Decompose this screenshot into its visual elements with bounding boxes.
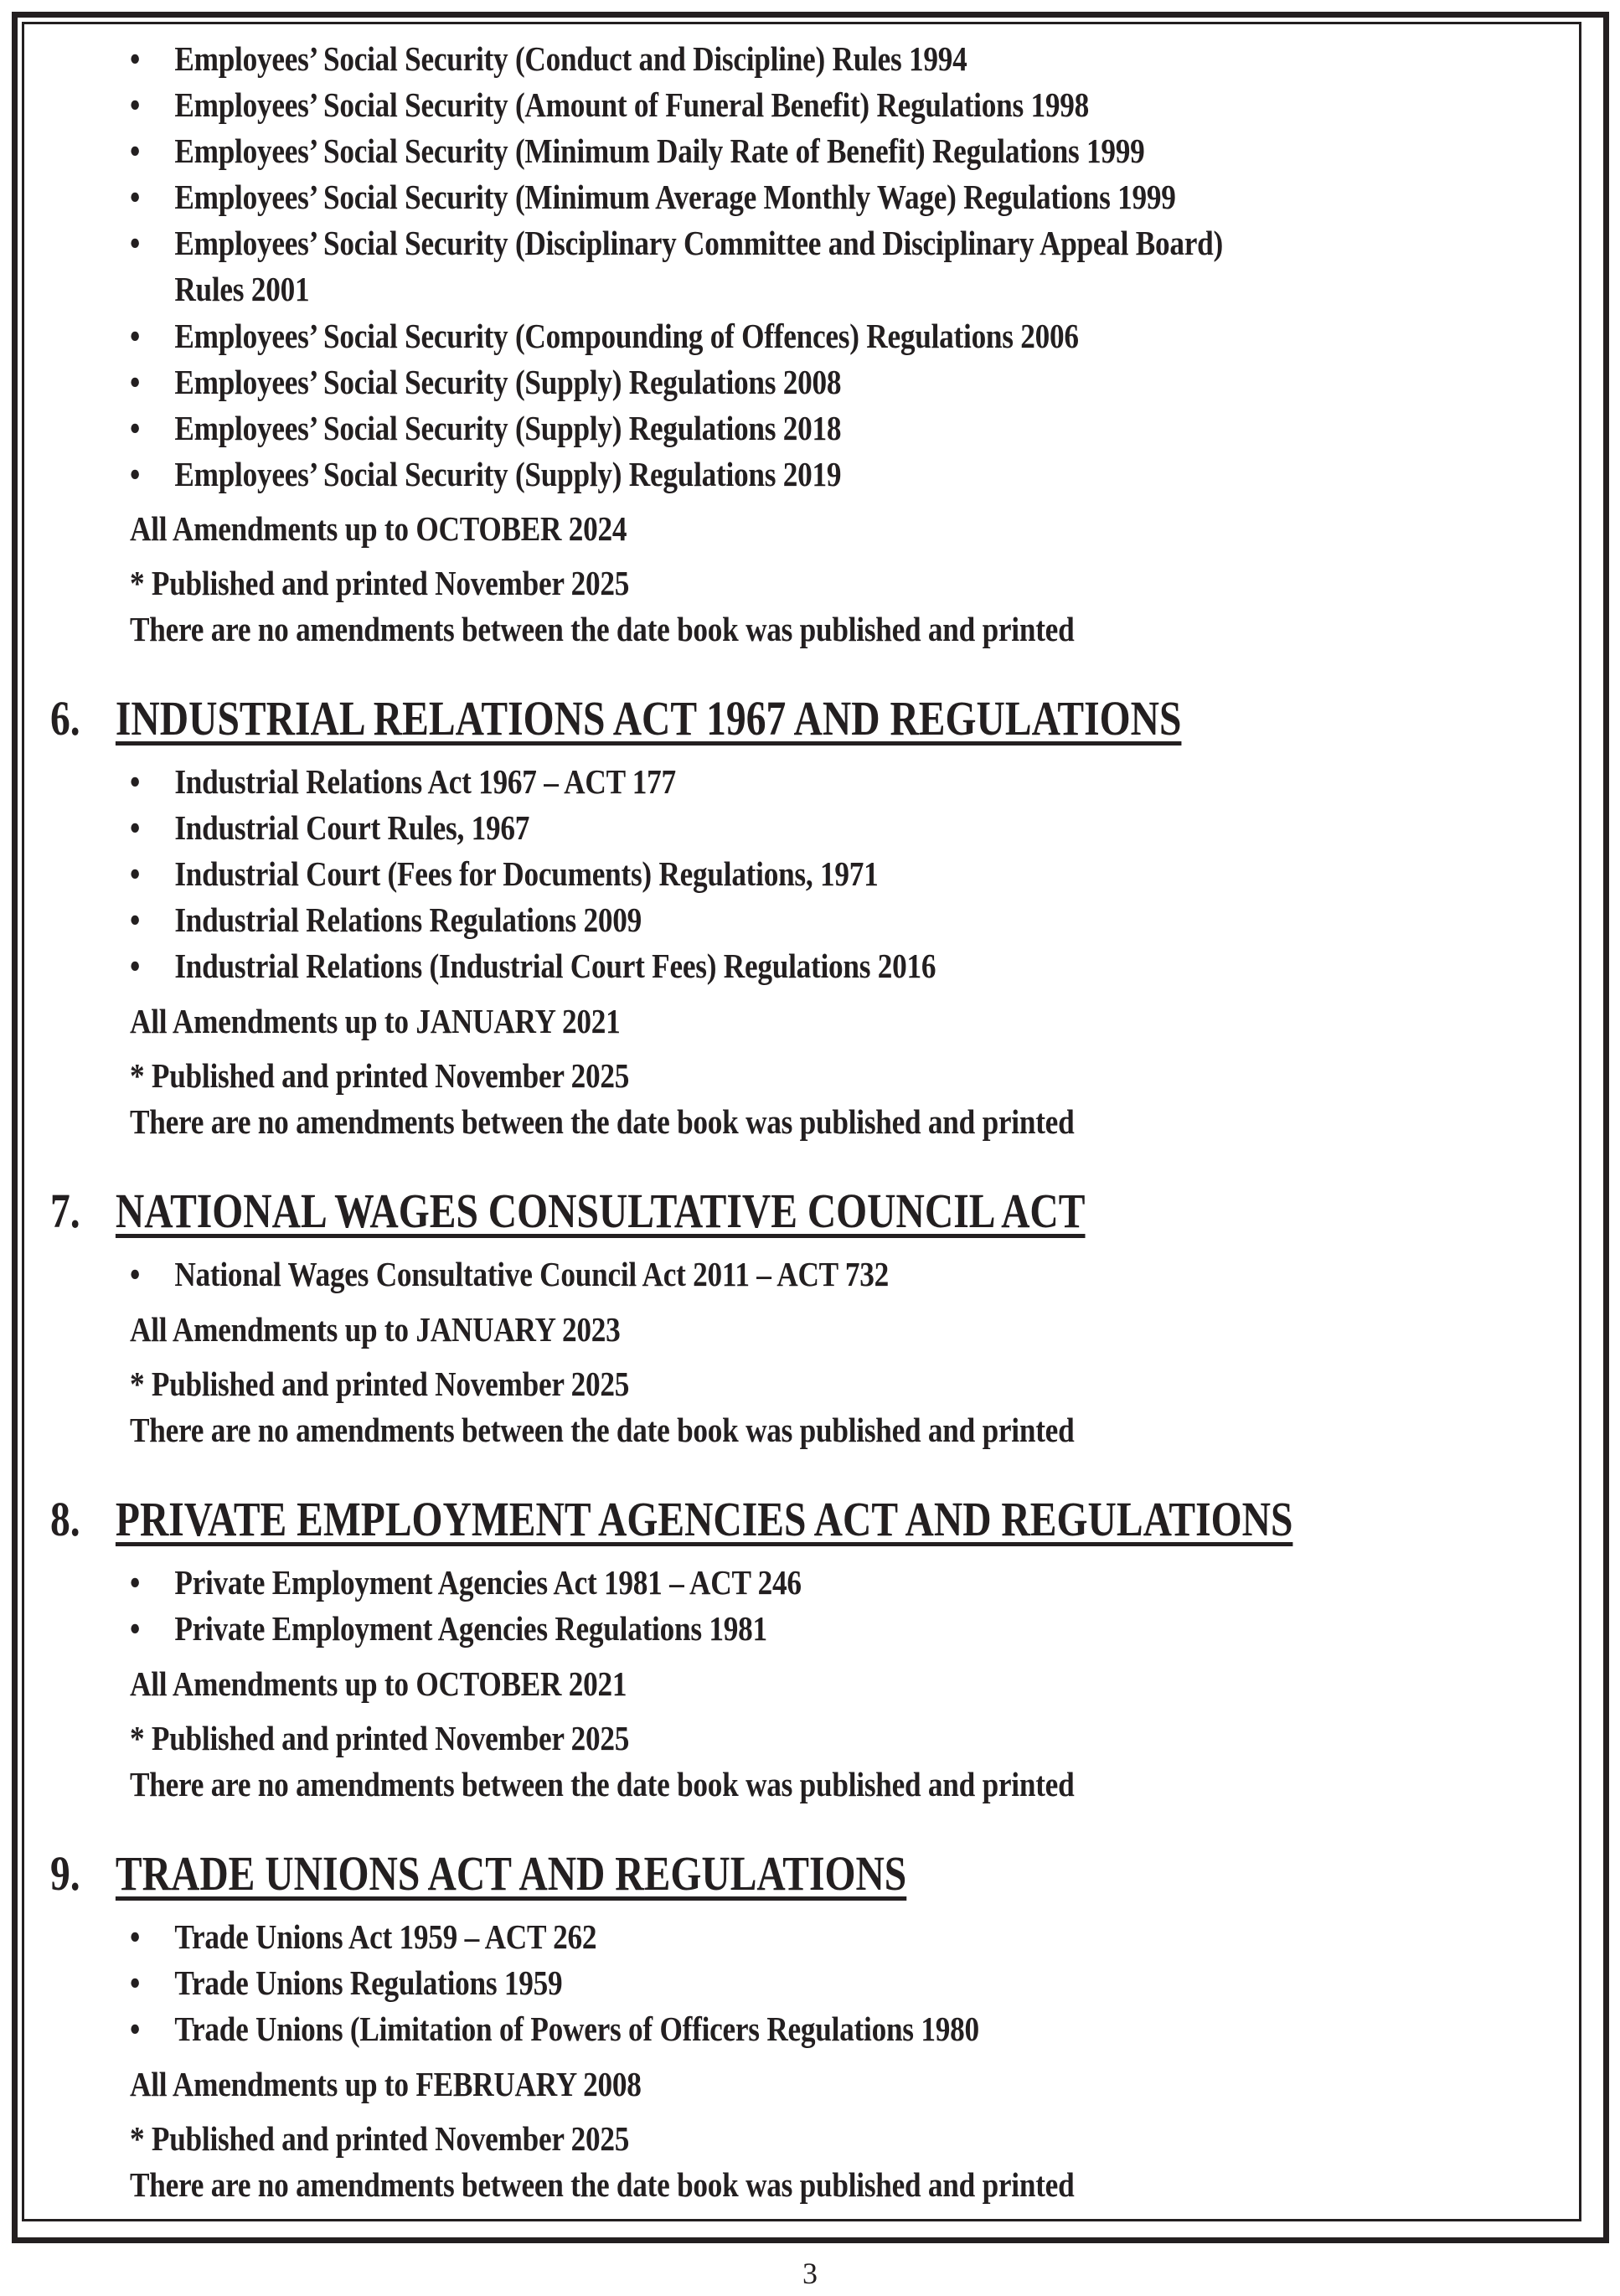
bullet-icon: •	[130, 178, 141, 216]
no-amendments-note: There are no amendments between the date book was published and printed	[130, 1765, 1075, 1803]
amendments-note: All Amendments up to JANUARY 2021	[130, 1002, 621, 1040]
list-item: • Private Employment Agencies Act 1981 – ACT 246	[130, 1563, 802, 1602]
amendments-note: All Amendments up to OCTOBER 2024	[130, 509, 627, 548]
list-item: • Employees’ Social Security (Supply) Regulations 2019	[130, 455, 842, 493]
bullet-icon: •	[130, 854, 141, 893]
list-item: • Industrial Relations Regulations 2009	[130, 900, 642, 939]
bullet-icon: •	[130, 1563, 141, 1602]
bullet-icon: •	[130, 39, 141, 78]
bullet-icon: •	[130, 1609, 141, 1648]
list-item: • Industrial Relations (Industrial Court Fees) Regulations 2016	[130, 947, 936, 985]
list-item: • Employees’ Social Security (Amount of Funeral Benefit) Regulations 1998	[130, 85, 1089, 124]
section-heading: 8. PRIVATE EMPLOYMENT AGENCIES ACT AND REGULATIONS	[50, 1492, 1293, 1546]
section-heading: 7. NATIONAL WAGES CONSULTATIVE COUNCIL ACT	[50, 1184, 1086, 1238]
list-item: • Industrial Court (Fees for Documents) Regulations, 1971	[130, 854, 879, 893]
list-item: • Industrial Relations Act 1967 – ACT 177	[130, 762, 676, 801]
no-amendments-note: There are no amendments between the date book was published and printed	[130, 1102, 1075, 1141]
bullet-icon: •	[130, 900, 141, 939]
no-amendments-note: There are no amendments between the date book was published and printed	[130, 610, 1075, 648]
bullet-icon: •	[130, 2010, 141, 2048]
amendments-note: All Amendments up to JANUARY 2023	[130, 1310, 621, 1349]
page-number: 3	[802, 2257, 818, 2290]
section-heading: 6. INDUSTRIAL RELATIONS ACT 1967 AND REGULATIONS	[50, 691, 1182, 746]
list-item: • Employees’ Social Security (Supply) Regulations 2008	[130, 363, 842, 401]
list-item: • Trade Unions (Limitation of Powers of Officers Regulations 1980	[130, 2010, 979, 2048]
list-item: • Private Employment Agencies Regulations 1981	[130, 1609, 767, 1648]
bullet-icon: •	[130, 317, 141, 355]
bullet-icon: •	[130, 85, 141, 124]
amendments-note: All Amendments up to OCTOBER 2021	[130, 1664, 627, 1703]
bullet-icon: •	[130, 409, 141, 447]
published-note: * Published and printed November 2025	[130, 564, 630, 602]
bullet-icon: •	[130, 947, 141, 985]
list-item: • Employees’ Social Security (Minimum Average Monthly Wage) Regulations 1999	[130, 178, 1176, 216]
bullet-icon: •	[130, 455, 141, 493]
list-item: • Employees’ Social Security (Compounding of Offences) Regulations 2006	[130, 317, 1079, 355]
bullet-icon: •	[130, 224, 141, 262]
section-heading: 9. TRADE UNIONS ACT AND REGULATIONS	[50, 1846, 907, 1901]
published-note: * Published and printed November 2025	[130, 1056, 630, 1095]
bullet-icon: •	[130, 1963, 141, 2002]
list-item: • Employees’ Social Security (Minimum Daily Rate of Benefit) Regulations 1999	[130, 132, 1145, 170]
list-item: • Employees’ Social Security (Supply) Regulations 2018	[130, 409, 842, 447]
bullet-icon: •	[130, 808, 141, 847]
published-note: * Published and printed November 2025	[130, 1719, 630, 1757]
bullet-icon: •	[130, 1255, 141, 1293]
published-note: * Published and printed November 2025	[130, 2119, 630, 2158]
no-amendments-note: There are no amendments between the date book was published and printed	[130, 1411, 1075, 1449]
list-item: • Industrial Court Rules, 1967	[130, 808, 530, 847]
list-item: • Employees’ Social Security (Conduct and Discipline) Rules 1994	[130, 39, 967, 78]
amendments-note: All Amendments up to FEBRUARY 2008	[130, 2065, 642, 2103]
published-note: * Published and printed November 2025	[130, 1365, 630, 1403]
no-amendments-note: There are no amendments between the date book was published and printed	[130, 2165, 1075, 2204]
bullet-icon: •	[130, 1917, 141, 1956]
list-item: • Trade Unions Act 1959 – ACT 262	[130, 1917, 597, 1956]
bullet-icon: •	[130, 363, 141, 401]
list-item: • National Wages Consultative Council Act 2011 – ACT 732	[130, 1255, 889, 1293]
bullet-icon: •	[130, 132, 141, 170]
list-item: • Employees’ Social Security (Disciplinary Committee and Disciplinary Appeal Board) Rules 2001	[130, 224, 1224, 308]
list-item: • Trade Unions Regulations 1959	[130, 1963, 563, 2002]
bullet-icon: •	[130, 762, 141, 801]
